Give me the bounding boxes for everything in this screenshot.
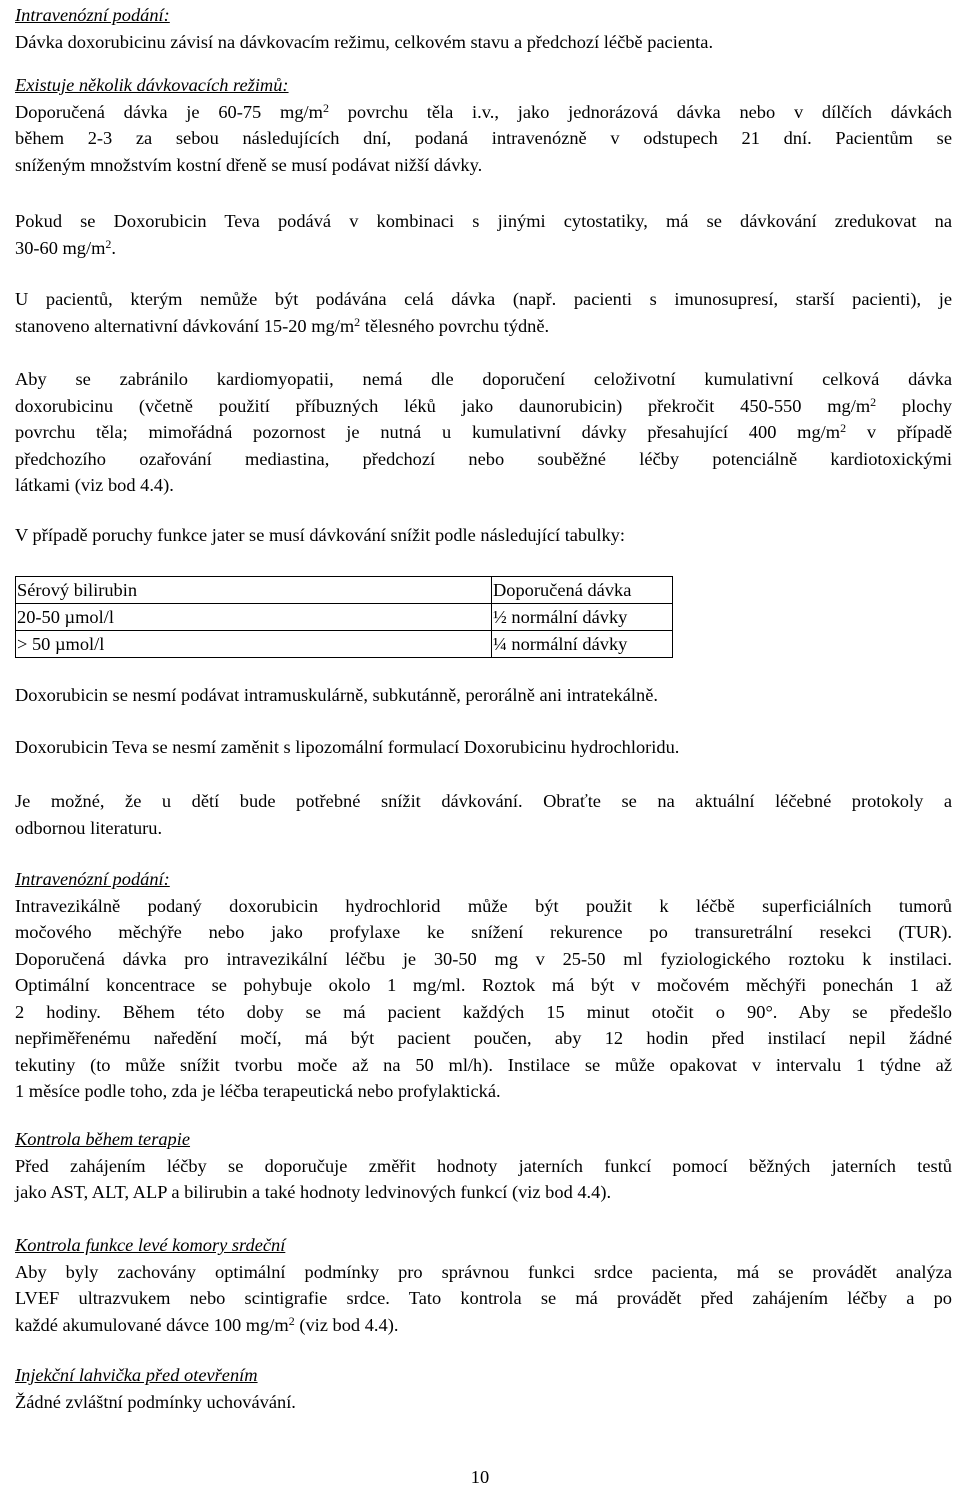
paragraph-children xyxy=(15,788,952,841)
paragraph-line: Optimální koncentrace se pohybuje okolo 1 mg/ml. Roztok má být v močovém měchýři ponechán 1 až xyxy=(15,975,952,995)
section-heading: Intravenózní podání: xyxy=(15,869,170,889)
paragraph-line: jako AST, ALT, ALP a bilirubin a také hodnoty ledvinových funkcí (viz bod 4.4). xyxy=(15,1182,612,1202)
paragraph-line: Je možné, že u dětí bude potřebné snížit dávkování. Obraťte se na aktuální léčebné protokoly a xyxy=(15,791,952,811)
paragraph-line: Doxorubicin Teva se nesmí zaměnit s lipozomální formulací Doxorubicinu hydrochloridu. xyxy=(15,737,680,757)
table-header-row xyxy=(16,577,673,604)
section-intravesical xyxy=(15,866,952,1105)
paragraph-line: doxorubicinu (včetně použití příbuzných léků jako daunorubicin) překročit 450-550 $mg/m^2$ plochy xyxy=(15,394,952,416)
paragraph-line: stanoveno alternativní dávkování 15-20 $mg/m^2$ tělesného povrchu týdně. xyxy=(15,314,550,336)
section-heading: Intravenózní podání: xyxy=(15,5,170,25)
section-dosage-regimens xyxy=(15,72,952,178)
section-heading: Kontrola funkce levé komory srdeční xyxy=(15,1235,286,1255)
paragraph-liposomal xyxy=(15,734,952,761)
table-header-cell: Sérový bilirubin xyxy=(16,577,492,604)
table-header-cell: Doporučená dávka xyxy=(492,577,673,604)
table-cell: ½ normální dávky xyxy=(492,604,673,631)
paragraph-route-restriction xyxy=(15,682,952,709)
table-cell: 20-50 µmol/l xyxy=(16,604,492,631)
paragraph-combination xyxy=(15,208,952,261)
section-monitoring xyxy=(15,1126,952,1206)
paragraph-line: 1 měsíce podle toho, zda je léčba terapeutická nebo profylaktická. xyxy=(15,1081,501,1101)
paragraph-line: Žádné zvláštní podmínky uchovávání. xyxy=(15,1391,296,1412)
paragraph-line: předchozího ozařování mediastina, předchozí nebo souběžné léčby potenciálně kardiotoxickými xyxy=(15,448,952,469)
paragraph-line: Doporučená dávka pro intravezikální léčbu je 30-50 mg v 25-50 ml fyziologického roztoku k instilaci. xyxy=(15,948,952,969)
paragraph-line: tekutiny (to může snížit tvorbu moče až na 50 ml/h). Instilace se může opakovat v intervalu 1 týdne až xyxy=(15,1054,952,1075)
section-heading: Injekční lahvička před otevřením xyxy=(15,1365,258,1385)
paragraph-line: sníženým množstvím kostní dřeně se musí podávat nižší dávky. xyxy=(15,154,483,175)
paragraph-line: nepřiměřenému naředění močí, má být pacient poučen, aby 12 hodin před instilací nepil žádné xyxy=(15,1028,952,1048)
dosage-table xyxy=(15,576,673,658)
paragraph-line: odbornou literaturu. xyxy=(15,817,163,838)
paragraph-line: látkami (viz bod 4.4). xyxy=(15,475,174,495)
table-row xyxy=(16,604,673,631)
paragraph-liver-impairment xyxy=(15,522,952,549)
section-left-ventricle xyxy=(15,1232,952,1338)
paragraph-line: Doxorubicin se nesmí podávat intramuskulárně, subkutánně, perorálně ani intratekálně. xyxy=(15,685,658,705)
paragraph-line: Pokud se Doxorubicin Teva podává v kombinaci s jinými cytostatiky, má se dávkování zredukovat na xyxy=(15,211,952,231)
paragraph-line: během 2-3 za sebou následujících dní, podaná intravenózně v odstupech 21 dní. Pacientům se xyxy=(15,128,952,148)
paragraph-line: Aby se zabránilo kardiomyopatii, nemá dle doporučení celoživotní kumulativní celková dávka xyxy=(15,369,952,389)
paragraph-line: každé akumulované dávce 100 $mg/m^2$ (viz bod 4.4). xyxy=(15,1313,399,1335)
paragraph-line: Před zahájením léčby se doporučuje změřit hodnoty jaterních funkcí pomocí běžných jaterních testů xyxy=(15,1155,952,1176)
paragraph-line: U pacientů, kterým nemůže být podávána celá dávka (např. pacienti s imunosupresí, starší pacienti), je xyxy=(15,289,952,309)
paragraph-line: Doporučená dávka je 60-75 $mg/m^2$ povrchu těla i.v., jako jednorázová dávka nebo v dílčích dávkách xyxy=(15,100,952,122)
paragraph-line: LVEF ultrazvukem nebo scintigrafie srdce. Tato kontrola se má provádět před zahájením léčby a po xyxy=(15,1288,952,1308)
table-cell: ¼ normální dávky xyxy=(492,631,673,658)
paragraph-line: Intravezikálně podaný doxorubicin hydrochlorid může být použit k léčbě superficiálních tumorů xyxy=(15,895,952,916)
paragraph-alternative-dosing xyxy=(15,286,952,339)
paragraph-line: Aby byly zachovány optimální podmínky pro správnou funkci srdce pacienta, má se provádět analýza xyxy=(15,1261,952,1282)
table-cell: > 50 µmol/l xyxy=(16,631,492,658)
paragraph-line: močového měchýře nebo jako profylaxe ke snížení rekurence po transuretrální resekci (TUR). xyxy=(15,922,952,942)
section-heading: Kontrola během terapie xyxy=(15,1129,191,1149)
paragraph-line: Dávka doxorubicinu závisí na dávkovacím režimu, celkovém stavu a předchozí léčbě pacienta. xyxy=(15,31,714,52)
section-vial-storage xyxy=(15,1362,952,1415)
page-number: 10 xyxy=(470,1467,490,1487)
paragraph-cardiomyopathy xyxy=(15,366,952,499)
paragraph-line: 30-60 $mg/m^2$. xyxy=(15,236,117,258)
table-row xyxy=(16,631,673,658)
section-heading: Existuje několik dávkovacích režimů: xyxy=(15,75,289,95)
paragraph-line: 2 hodiny. Během této doby se má pacient každých 15 minut otočit o 90°. Aby se předešlo xyxy=(15,1001,952,1022)
paragraph-line: povrchu těla; mimořádná pozornost je nutná u kumulativní dávky přesahující 400 $mg/m^2$ v případě xyxy=(15,421,952,442)
paragraph-line: V případě poruchy funkce jater se musí dávkování snížit podle následující tabulky: xyxy=(15,525,625,545)
section-iv-dosage xyxy=(15,2,952,55)
